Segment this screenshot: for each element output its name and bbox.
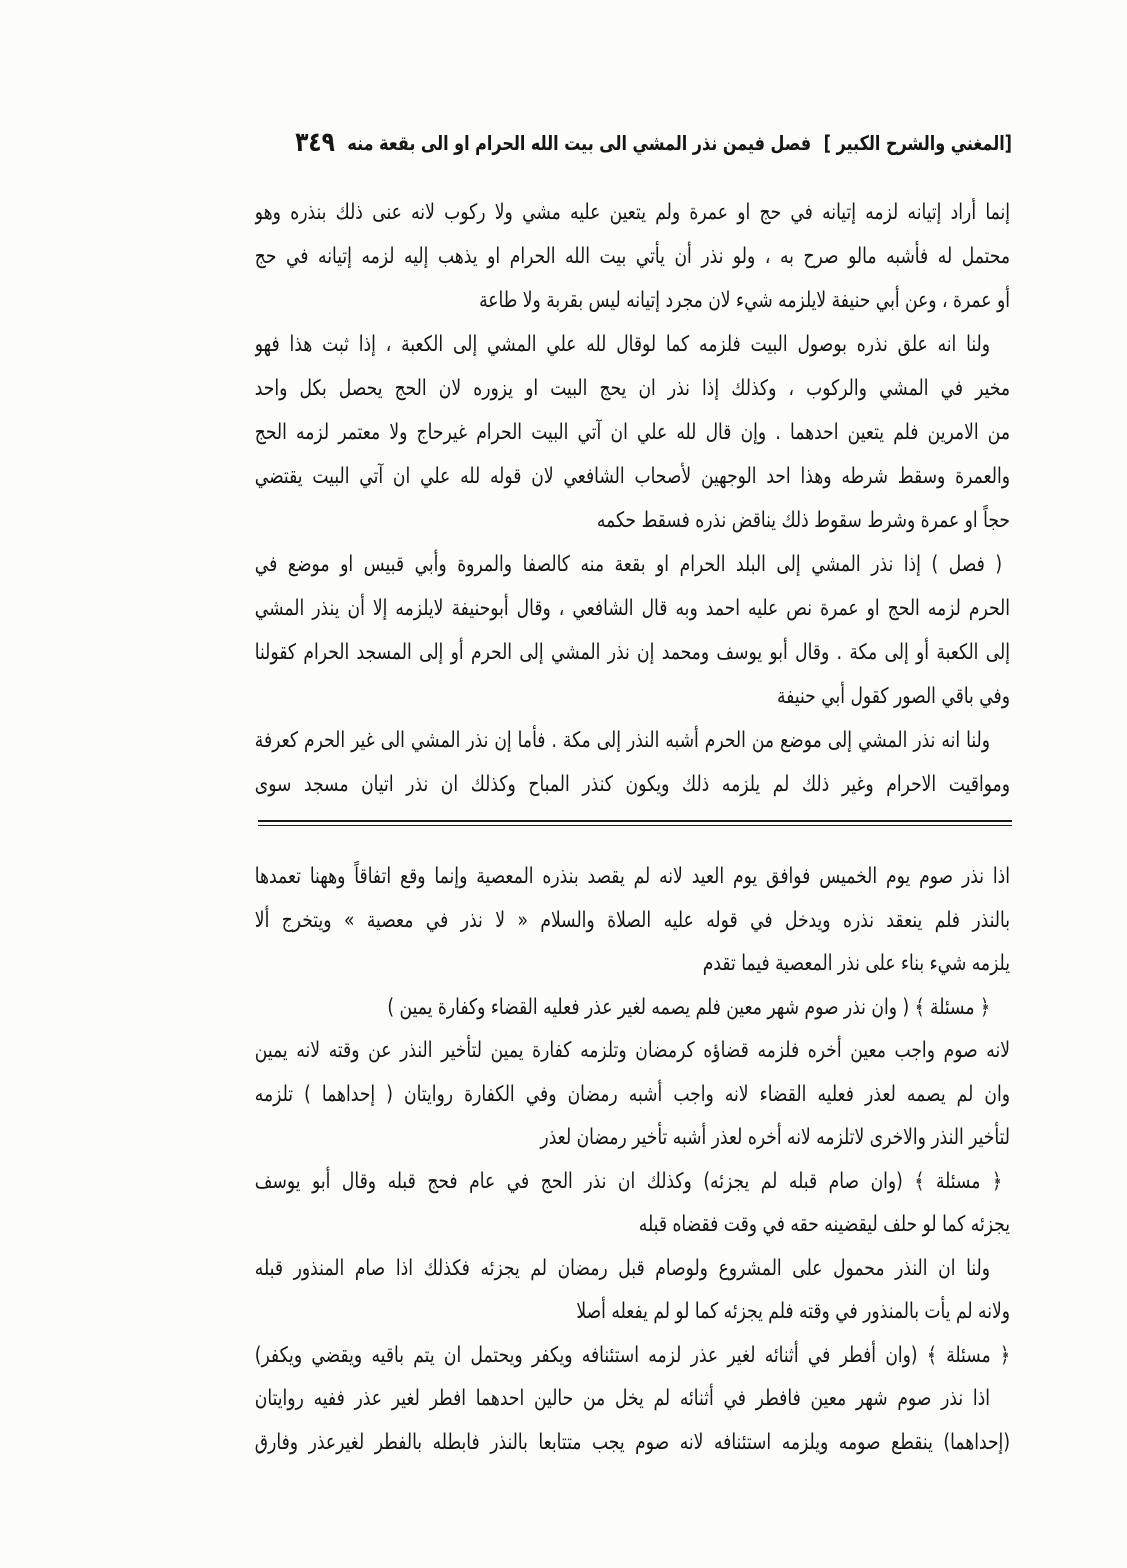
text-line-content: ولنا ان النذر محمول على المشروع ولوصام قبل رمضان لم يجزئه فكذلك اذا صام المنذور قبله [254,1255,990,1281]
masala-heading [255,986,1010,1030]
text-line-content: إلى الكعبة أو إلى مكة . وقال أبو يوسف ومحمد إن نذر المشي إلى الحرم أو إلى المسجد الحرام كقولنا [254,640,1010,665]
text-line [255,631,1010,675]
text-line-content: لانه صوم واجب معين أخره فلزمه قضاؤه كرمضان وتلزمه كفارة يمين لتأخير النذر عن وقته لانه يمين [254,1038,1010,1063]
text-line [255,942,1010,986]
paragraph [255,1377,1010,1464]
masala-heading [255,1334,1010,1378]
text-line [255,1029,1010,1073]
text-line [255,499,1010,543]
text-line-content: محتمل له فأشبه مالو صرح به ، ولو نذر أن يأتي بيت الله الحرام او يذهب إليه لزمه إتيانه في حج [254,244,1010,269]
text-line-content: والعمرة وسقط شرطه وهذا احد الوجهين لأصحاب الشافعي لان قوله لله علي ان آتي البيت يقتضي [254,464,1010,489]
text-line-content: من الامرين فلم يتعين احدهما . وإن قال لله علي ان آتي البيت الحرام غيرحاج ولا معتمر لزمه الحج [254,420,1010,445]
text-line [255,235,1010,279]
paragraph [255,719,1010,807]
text-line-content: بالنذر فلم ينعقد نذره ويدخل في قوله عليه الصلاة والسلام « لا نذر في معصية » ويتخرج ألا [254,907,1010,933]
page-number: ٣٤٩ [295,127,335,158]
text-line [255,455,1010,499]
text-line-content: (إحداهما) ينقطع صومه ويلزمه استئنافه لانه صوم يجب متتابعا بالنذر فابطله بالفطر لغيرعذر وفارق [254,1429,1010,1455]
paragraph [255,323,1010,543]
paragraph [255,1029,1010,1160]
text-line [255,323,1010,367]
text-line [255,1334,1010,1378]
text-line [255,719,1010,763]
page-header [290,120,1012,166]
text-line [255,191,1010,235]
paragraph [255,1247,1010,1334]
text-line-content: اذا نذر صوم يوم الخميس فوافق يوم العيد لانه لم يقصد بنذره المعصية وإنما وقع اتفاقاً وههنا تعمدها [254,864,1010,889]
masala-heading [255,1160,1010,1247]
upper-text-block [255,191,1010,807]
text-line-content: حجاً او عمرة وشرط سقوط ذلك يناقض نذره فسقط حكمه [596,508,1010,533]
text-line-content: ( فصل ) إذا نذر المشي إلى البلد الحرام او بقعة منه كالصفا والمروة وأبي قبيس او موضع في [254,552,1002,577]
text-line [255,1290,1010,1334]
paragraph [255,191,1010,323]
text-line-content: إنما أراد إتيانه لزمه إتيانه في حج او عمرة ولم يتعين عليه مشي ولا ركوب لانه عنى ذلك بنذره وهو [254,200,1010,225]
text-line-content: ولنا انه علق نذره بوصول البيت فلزمه كما لوقال لله علي المشي إلى الكعبة ، إذا ثبت هذا فهو [254,332,990,357]
text-line [255,1377,1010,1421]
text-line-content: يجزئه كما لو حلف ليقضينه حقه في وقت فقضاه قبله [638,1212,1010,1237]
text-line [255,587,1010,631]
text-line-content: أو عمرة ، وعن أبي حنيفة لايلزمه شيء لان مجرد إتيانه ليس بقربة ولا طاعة [479,288,1010,313]
book-title: [المغني والشرح الكبير ] [823,131,1012,155]
text-line-content: وفي باقي الصور كقول أبي حنيفة [776,684,1010,709]
text-line-content: يلزمه شيء بناء على نذر المعصية فيما تقدم [702,951,1010,976]
text-line [255,367,1010,411]
section-title: فصل فيمن نذر المشي الى بيت الله الحرام او الى بقعة منه [347,131,812,155]
text-line-content: ومواقيت الاحرام وغير ذلك لم يلزمه ذلك ويكون كنذر المباح وكذلك ان نذر اتيان مسجد سوى [254,772,1010,797]
text-line-content: مخير في المشي والركوب ، وكذلك إذا نذر ان يحج البيت او يزوره لان الحج يحصل بكل واحد [254,376,1010,401]
text-line-content: اذا نذر صوم شهر معين فافطر في أثنائه لم يخل من حالين احدهما افطر لغير عذر ففيه روايتان [254,1386,990,1411]
text-line [255,411,1010,455]
text-line [255,1247,1010,1291]
text-line [255,1160,1010,1204]
text-line-content: ولنا انه نذر المشي إلى موضع من الحرم أشبه النذر إلى مكة . فأما إن نذر المشي الى غير الحرم كعرفة [254,728,990,753]
paragraph [255,543,1010,719]
paragraph [255,855,1010,986]
text-line-content: الحرم لزمه الحج او عمرة نص عليه احمد وبه قال الشافعي ، وقال أبوحنيفة لايلزمه إلا أن ينذر المشي [254,596,1010,621]
text-line [255,1116,1010,1160]
text-line [255,763,1010,807]
lower-text-block [255,855,1010,1464]
text-line [255,675,1010,719]
text-line-content: لتأخير النذر والاخرى لاتلزمه لانه أخره لعذر أشبه تأخير رمضان لعذر [540,1125,1010,1150]
text-line [255,1073,1010,1117]
text-line [255,986,1010,1030]
text-line-content: ﴿ مسئلة ﴾ (وان أفطر في أثنائه لغير عذر لزمه استئنافه ويكفر ويحتمل ان يتم باقيه ويقضي ويكفر) [254,1342,1010,1368]
text-line [255,855,1010,899]
section-divider [258,820,1012,826]
text-line [255,1203,1010,1247]
text-line-content: ﴿ مسئلة ﴾ (وان صام قبله لم يجزئه) وكذلك ان نذر الحج في عام فحج قبله وقال أبو يوسف [254,1168,1002,1194]
text-line [255,1421,1010,1465]
text-line-content: ﴿ مسئلة ﴾ ( وان نذر صوم شهر معين فلم يصمه لغير عذر فعليه القضاء وكفارة يمين ) [387,994,990,1020]
text-line-content: ولانه لم يأت بالمنذور في وقته فلم يجزئه كما لو لم يفعله أصلا [576,1299,1010,1324]
text-line [255,279,1010,323]
text-line [255,543,1010,587]
text-line [255,899,1010,943]
text-line-content: وان لم يصمه لعذر فعليه القضاء لانه واجب أشبه رمضان وفي الكفارة روايتان ( إحداهما ) تلزمه [254,1081,1010,1107]
